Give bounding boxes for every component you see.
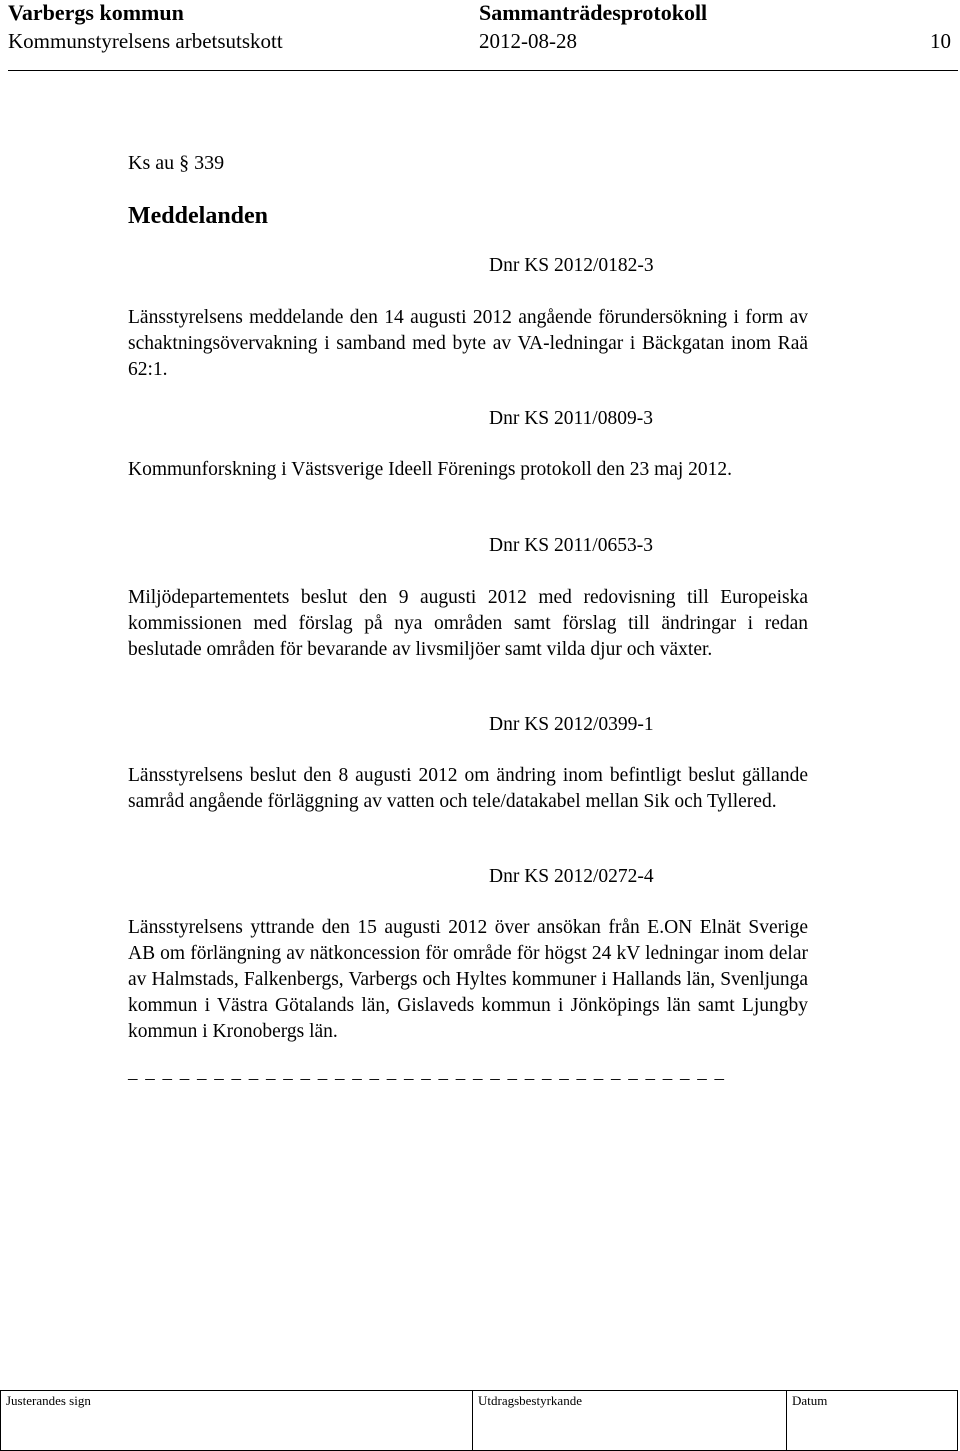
sign-label: Justerandes sign [6,1393,91,1408]
item-text: Miljödepartementets beslut den 9 augusti 2012 med redovisning till Europeiska kommissionen med förslag på nya områden samt förslag till ändringar i redan beslutade områden för bevarande av livsmiljöer samt vilda djur och växter. [128,587,808,660]
meeting-date: 2012-08-28 [479,29,577,53]
item-text: Länsstyrelsens beslut den 8 augusti 2012 om ändring inom befintligt beslut gällande samråd angående förläggning av vatten och tele/datakabel mellan Sik och Tyllered. [128,765,808,812]
item-dnr: Dnr KS 2012/0272-4 [489,866,654,887]
document-type: Sammanträdesprotokoll [479,0,708,25]
item-dnr: Dnr KS 2012/0399-1 [489,714,654,735]
signature-table [0,1390,958,1451]
certify-cell [473,1391,787,1451]
date-label: Datum [792,1393,828,1408]
item-text: Länsstyrelsens meddelande den 14 augusti 2012 angående förundersökning i form av schaktningsövervakning i samband med byte av VA-ledningar i Bäckgatan inom Raä 62:1. [128,307,808,380]
item-dnr: Dnr KS 2012/0182-3 [489,255,654,276]
section-title: Meddelanden [128,203,269,229]
item-text: Kommunforskning i Västsverige Ideell Förenings protokoll den 23 maj 2012. [128,459,733,480]
item-dnr: Dnr KS 2011/0653-3 [489,535,653,556]
end-separator: – – – – – – – – – – – – – – – – – – – – – – – – – – – – – – – – – – – [128,1068,726,1089]
certify-label: Utdragsbestyrkande [478,1393,582,1408]
item-text: Länsstyrelsens yttrande den 15 augusti 2012 över ansökan från E.ON Elnät Sverige AB om förlängning av nätkoncession för område för högst 24 kV ledningar inom delar av Halmstads, Falkenbergs, Varbergs och Hyltes kommuner i Hallands län, Svenljunga kommun i Västra Götalands län, Gislaveds kommun i Jönköpings län samt Ljungby kommun i Kronobergs län. [128,917,808,1042]
date-cell [787,1391,958,1451]
org-name: Varbergs kommun [8,0,184,25]
section-ref: Ks au § 339 [128,152,225,174]
header-rule [8,70,958,71]
page-number: 10 [930,29,951,53]
item-dnr: Dnr KS 2011/0809-3 [489,408,653,429]
committee-name: Kommunstyrelsens arbetsutskott [8,29,283,53]
sign-cell [1,1391,473,1451]
